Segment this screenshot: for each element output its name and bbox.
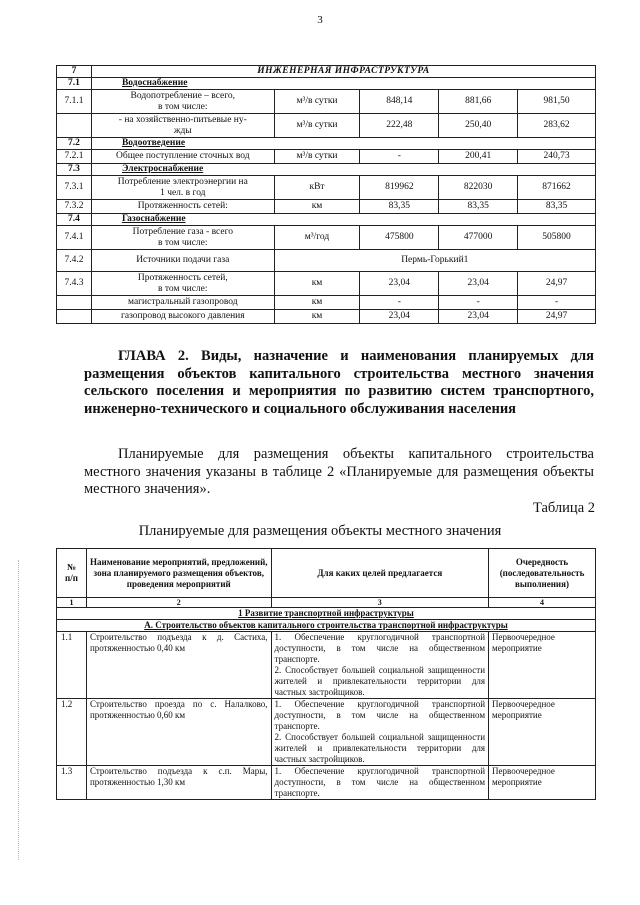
value-cell: 83,35 bbox=[360, 200, 439, 214]
table-row bbox=[57, 766, 596, 800]
table-row bbox=[57, 310, 596, 324]
header-cell: Очередность (последовательность выполнения) bbox=[489, 549, 596, 598]
value-cell: 475800 bbox=[360, 226, 439, 250]
row-number: 7.3.2 bbox=[57, 200, 92, 214]
section-number: 7.4 bbox=[57, 214, 92, 226]
value-cell: 23,04 bbox=[360, 272, 439, 296]
unit-cell: км bbox=[274, 310, 360, 324]
body-paragraph: Планируемые для размещения объекты капитального строительства местного значения указаны в таблице 2 «Планируемые для размещения объекты местного значения». bbox=[84, 446, 594, 497]
subsection-title: А. Строительство объектов капитального строительства транспортной инфраструктуры bbox=[57, 620, 596, 632]
value-cell: 240,73 bbox=[518, 150, 596, 164]
chapter-heading: ГЛАВА 2. Виды, назначение и наименования планируемых для размещения объектов капитального строительства местного значения сельского поселения и мероприятия по развитию систем транспортного, инженерно-технического и социального обслуживания населения bbox=[84, 348, 594, 417]
indicator-name: магистральный газопровод bbox=[91, 296, 274, 310]
section-title: Водоотведение bbox=[91, 138, 595, 150]
measure-name: Строительство подъезда к с.п. Мары, протяженностью 1,30 км bbox=[86, 766, 271, 800]
indicator-name: Протяженность сетей, в том числе: bbox=[91, 272, 274, 296]
value-cell: - bbox=[439, 296, 518, 310]
table-title: Планируемые для размещения объекты местного значения bbox=[138, 523, 502, 539]
page-number: 3 bbox=[317, 14, 323, 26]
purpose-text: 1. Обеспечение круглогодичной транспортной доступности, в том числе на общественном транспорте. 2. Способствует большей социальной защищенности жителей и привлекательности территории для частных застройщиков. bbox=[271, 699, 489, 766]
value-cell: 23,04 bbox=[439, 272, 518, 296]
value-cell: 23,04 bbox=[360, 310, 439, 324]
indicator-name: Водопотребление – всего, в том числе: bbox=[91, 90, 274, 114]
indicator-name: Потребление газа - всего в том числе: bbox=[91, 226, 274, 250]
row-number: 7.4.2 bbox=[57, 250, 92, 272]
section-row bbox=[57, 78, 596, 90]
indicator-name: Потребление электроэнергии на 1 чел. в год bbox=[91, 176, 274, 200]
indicator-name: Протяженность сетей: bbox=[91, 200, 274, 214]
priority-text: Первоочередное мероприятие bbox=[489, 632, 596, 699]
value-cell: 283,62 bbox=[518, 114, 596, 138]
section-title: Водоснабжение bbox=[91, 78, 595, 90]
subsection-row bbox=[57, 620, 596, 632]
value-cell: 222,48 bbox=[360, 114, 439, 138]
table-row bbox=[57, 296, 596, 310]
table-row bbox=[57, 632, 596, 699]
scan-edge-mark bbox=[18, 560, 19, 860]
value-cell: - bbox=[518, 296, 596, 310]
indicator-name: - на хозяйственно-питьевые ну- жды bbox=[91, 114, 274, 138]
value-cell: 981,50 bbox=[518, 90, 596, 114]
section-title: Газоснабжение bbox=[91, 214, 595, 226]
row-number bbox=[57, 114, 92, 138]
section-row bbox=[57, 138, 596, 150]
index-cell: 1 bbox=[57, 598, 87, 608]
value-cell: 24,97 bbox=[518, 272, 596, 296]
planned-objects-table bbox=[56, 548, 596, 800]
value-cell: 822030 bbox=[439, 176, 518, 200]
measure-name: Строительство подъезда к д. Састиха, протяженностью 0,40 км bbox=[86, 632, 271, 699]
header-cell: Наименование мероприятий, предложений, зона планируемого размещения объектов, проведения мероприятий bbox=[86, 549, 271, 598]
value-cell: 24,97 bbox=[518, 310, 596, 324]
table-row bbox=[57, 114, 596, 138]
index-cell: 2 bbox=[86, 598, 271, 608]
value-cell: 83,35 bbox=[439, 200, 518, 214]
table-row bbox=[57, 150, 596, 164]
row-number: 7.1.1 bbox=[57, 90, 92, 114]
unit-cell: м³/в сутки bbox=[274, 150, 360, 164]
value-cell: 848,14 bbox=[360, 90, 439, 114]
purpose-text: 1. Обеспечение круглогодичной транспортной доступности, в том числе на общественном транспорте. bbox=[271, 766, 489, 800]
row-number: 1.1 bbox=[57, 632, 87, 699]
value-cell: 477000 bbox=[439, 226, 518, 250]
table-row bbox=[57, 250, 596, 272]
priority-text: Первоочередное мероприятие bbox=[489, 699, 596, 766]
header-cell: Для каких целей предлагается bbox=[271, 549, 489, 598]
table-header-row bbox=[57, 549, 596, 598]
unit-cell: км bbox=[274, 272, 360, 296]
table-row bbox=[57, 272, 596, 296]
table-header-row bbox=[57, 66, 596, 78]
index-cell: 3 bbox=[271, 598, 489, 608]
measure-name: Строительство проезда по с. Налалково, протяженностью 0,60 км bbox=[86, 699, 271, 766]
value-cell: 23,04 bbox=[439, 310, 518, 324]
table-caption: Таблица 2 bbox=[532, 500, 595, 516]
table-row bbox=[57, 200, 596, 214]
section-number: 7 bbox=[57, 66, 92, 78]
merged-value: Пермь-Горький1 bbox=[274, 250, 595, 272]
row-number bbox=[57, 296, 92, 310]
unit-cell: м³/год bbox=[274, 226, 360, 250]
row-number: 7.4.1 bbox=[57, 226, 92, 250]
row-number bbox=[57, 310, 92, 324]
row-number: 7.2.1 bbox=[57, 150, 92, 164]
value-cell: 881,66 bbox=[439, 90, 518, 114]
value-cell: - bbox=[360, 296, 439, 310]
value-cell: 200,41 bbox=[439, 150, 518, 164]
indicator-name: Источники подачи газа bbox=[91, 250, 274, 272]
priority-text: Первоочередное мероприятие bbox=[489, 766, 596, 800]
table-row bbox=[57, 90, 596, 114]
value-cell: 250,40 bbox=[439, 114, 518, 138]
header-cell: № п/п bbox=[57, 549, 87, 598]
unit-cell: м³/в сутки bbox=[274, 90, 360, 114]
indicator-name: газопровод высокого давления bbox=[91, 310, 274, 324]
value-cell: 83,35 bbox=[518, 200, 596, 214]
unit-cell: км bbox=[274, 296, 360, 310]
unit-cell: км bbox=[274, 200, 360, 214]
section-row bbox=[57, 608, 596, 620]
row-number: 1.3 bbox=[57, 766, 87, 800]
section-title: Электроснабжение bbox=[91, 164, 595, 176]
table-row bbox=[57, 176, 596, 200]
section-title: ИНЖЕНЕРНАЯ ИНФРАСТРУКТУРА bbox=[91, 66, 595, 78]
section-number: 7.2 bbox=[57, 138, 92, 150]
section-title: 1 Развитие транспортной инфраструктуры bbox=[57, 608, 596, 620]
section-row bbox=[57, 214, 596, 226]
index-cell: 4 bbox=[489, 598, 596, 608]
value-cell: 871662 bbox=[518, 176, 596, 200]
value-cell: - bbox=[360, 150, 439, 164]
section-number: 7.3 bbox=[57, 164, 92, 176]
row-number: 7.4.3 bbox=[57, 272, 92, 296]
value-cell: 819962 bbox=[360, 176, 439, 200]
unit-cell: кВт bbox=[274, 176, 360, 200]
indicator-name: Общее поступление сточных вод bbox=[91, 150, 274, 164]
purpose-text: 1. Обеспечение круглогодичной транспортной доступности, в том числе на общественном транспорте. 2. Способствует большей социальной защищенности жителей и привлекательности территории для частных застройщиков. bbox=[271, 632, 489, 699]
section-row bbox=[57, 164, 596, 176]
table-row bbox=[57, 699, 596, 766]
value-cell: 505800 bbox=[518, 226, 596, 250]
row-number: 1.2 bbox=[57, 699, 87, 766]
column-index-row bbox=[57, 598, 596, 608]
section-number: 7.1 bbox=[57, 78, 92, 90]
infrastructure-table bbox=[56, 65, 596, 324]
row-number: 7.3.1 bbox=[57, 176, 92, 200]
table-row bbox=[57, 226, 596, 250]
unit-cell: м³/в сутки bbox=[274, 114, 360, 138]
